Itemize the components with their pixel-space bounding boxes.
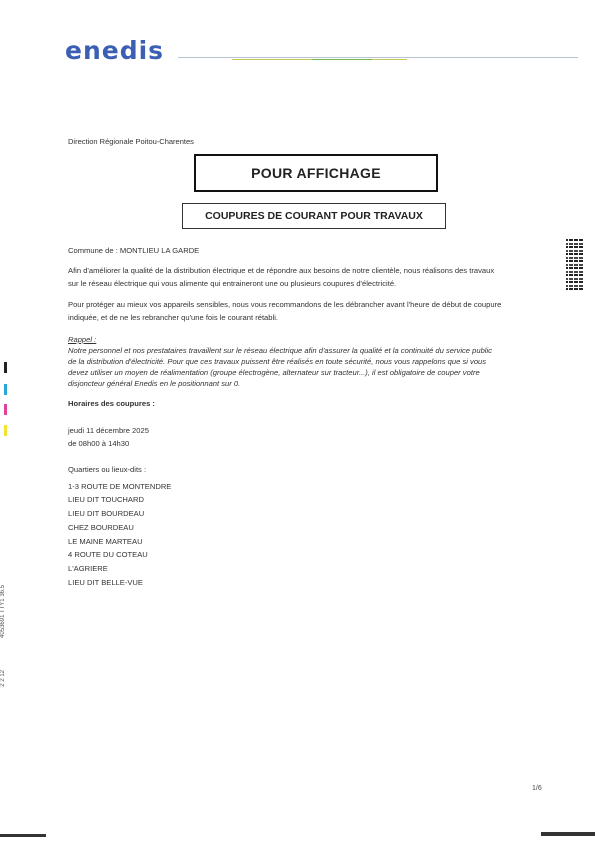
locations-block — [68, 463, 548, 589]
protection-line-2: indiquée, et de ne les rebrancher qu'une fois le courant rétabli. — [68, 313, 278, 322]
location-item: LIEU DIT TOUCHARD — [68, 495, 144, 505]
scan-edge-right — [541, 832, 595, 836]
protection-line-1: Pour protéger au mieux vos appareils sensibles, nous vous recommandons de les débrancher avant l'heure de début de coupure — [68, 300, 502, 309]
title-box-sub — [182, 203, 446, 229]
location-item: CHEZ BOURDEAU — [68, 522, 134, 532]
location-item: L'AGRIERE — [68, 563, 108, 573]
reminder-line-1: Notre personnel et nos prestataires travaillent sur le réseau électrique afin d'assurer la qualité et la continuité du service public — [68, 346, 492, 355]
print-mark-cyan — [4, 384, 7, 395]
commune-line: Commune de : MONTLIEU LA GARDE — [68, 246, 200, 255]
outage-date: jeudi 11 décembre 2025 — [68, 426, 149, 435]
locations-heading: Quartiers ou lieux-dits : — [68, 465, 147, 474]
print-mark-magenta — [4, 404, 7, 415]
scan-edge-left — [0, 834, 46, 837]
schedule-heading: Horaires des coupures : — [68, 399, 155, 408]
side-print-code: 4053691 TTY1 36.5 — [0, 585, 6, 638]
location-item: LE MAINE MARTEAU — [68, 536, 143, 546]
reminder-line-3: devez utiliser un moyen de réalimentation (groupe électrogène, alternateur sur tracteur...), il est obligatoire de couper votre — [68, 368, 480, 377]
location-item: 1-3 ROUTE DE MONTENDRE — [68, 481, 172, 491]
reminder-label: Rappel : — [68, 335, 97, 344]
protection-paragraph — [68, 298, 548, 324]
print-mark-yellow — [4, 425, 7, 436]
header-rule — [178, 57, 578, 58]
side-print-code-2: 2 2 12 — [0, 670, 6, 687]
regional-direction: Direction Régionale Poitou-Charentes — [68, 137, 194, 146]
outage-time: de 08h00 à 14h30 — [68, 439, 130, 448]
reminder-line-4: disjoncteur général Enedis en le positionnant sur 0. — [68, 379, 241, 388]
schedule-block — [68, 424, 548, 450]
enedis-logo: enedis — [65, 36, 165, 65]
title-sub: COUPURES DE COURANT POUR TRAVAUX — [205, 210, 423, 222]
intro-line-2: sur le réseau électrique qui vous alimente qui entraineront une ou plusieurs coupures d'électricité. — [68, 279, 397, 288]
location-item: LIEU DIT BOURDEAU — [68, 509, 145, 519]
title-box-main — [194, 154, 438, 192]
datamatrix-overlay — [566, 238, 584, 290]
header-accent-green — [312, 59, 372, 60]
intro-paragraph — [68, 264, 548, 290]
reminder-block — [68, 334, 548, 389]
intro-line-1: Afin d'améliorer la qualité de la distribution électrique et de répondre aux besoins de notre clientèle, nous réalisons des travaux — [68, 266, 495, 275]
location-item: LIEU DIT BELLE-VUE — [68, 577, 143, 587]
title-main: POUR AFFICHAGE — [251, 165, 381, 181]
print-mark-black — [4, 362, 7, 373]
reminder-line-2: de la distribution d'électricité. Pour que ces travaux puissent être réalisés en toute sécurité, nous vous rappelons que si vous — [68, 357, 487, 366]
page-number: 1/6 — [532, 785, 542, 792]
location-item: 4 ROUTE DU COTEAU — [68, 550, 148, 560]
